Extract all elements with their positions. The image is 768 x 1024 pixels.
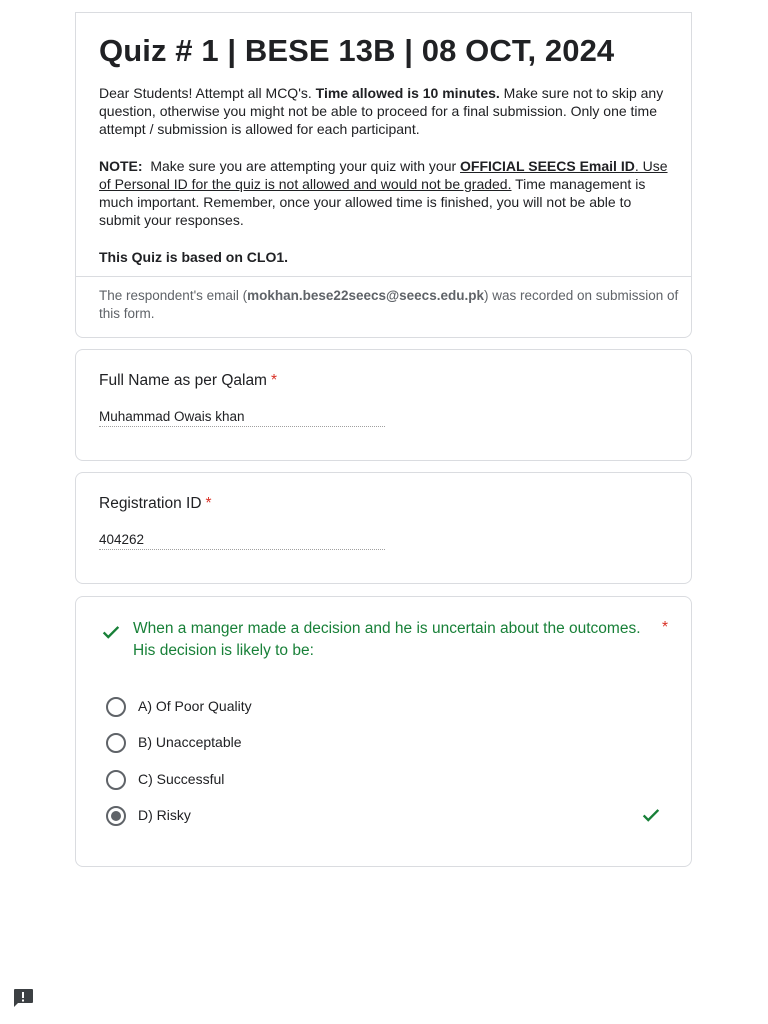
- description-text: Make sure you are attempting your quiz with your: [142, 158, 461, 174]
- required-asterisk: *: [662, 619, 669, 636]
- required-asterisk: *: [270, 372, 278, 389]
- email-note-suffix: ) was recorded on submission of this form.: [99, 288, 679, 321]
- mcq-option-b[interactable]: [106, 733, 666, 757]
- report-feedback-icon[interactable]: [12, 988, 34, 1008]
- check-icon: [640, 804, 662, 826]
- question-title: Full Name as per Qalam: [99, 372, 267, 389]
- form-description-paragraph-1: [99, 84, 674, 138]
- respondent-email-note: [99, 287, 679, 323]
- form-title: Quiz # 1 | BESE 13B | 08 OCT, 2024: [99, 33, 615, 68]
- description-text: Time management is much important. Remember, once your allowed time is finished, you will not be able to submit your responses.: [99, 176, 646, 228]
- official-email-notice: OFFICIAL SEECS Email ID: [460, 158, 635, 174]
- option-label: D) Risky: [138, 807, 191, 823]
- required-asterisk: *: [205, 495, 212, 512]
- mcq-option-c[interactable]: [106, 770, 666, 794]
- mcq-option-d[interactable]: [106, 806, 666, 830]
- form-description-paragraph-3: [99, 248, 674, 266]
- question-card-mcq: [75, 596, 692, 867]
- respondent-email: mokhan.bese22seecs@seecs.edu.pk: [247, 288, 484, 303]
- form-header-card: [75, 12, 692, 338]
- radio-button-selected[interactable]: [106, 806, 126, 826]
- check-icon: [100, 621, 122, 643]
- question-label: [99, 495, 212, 513]
- description-text: Make sure not to skip any question, otherwise you might not be able to proceed for a final submission. Only one time attempt / submission is allowed for each participant.: [99, 85, 664, 137]
- question-title: Registration ID: [99, 495, 202, 512]
- registration-id-answer: 404262: [99, 531, 385, 550]
- clo-notice: This Quiz is based on CLO1.: [99, 249, 289, 265]
- question-card-full-name: [75, 349, 692, 461]
- radio-button[interactable]: [106, 733, 126, 753]
- header-divider: [76, 276, 691, 277]
- question-label: [99, 372, 277, 390]
- question-card-registration-id: [75, 472, 692, 584]
- full-name-answer: Muhammad Owais khan: [99, 408, 385, 427]
- radio-button[interactable]: [106, 770, 126, 790]
- form-description-paragraph-2: [99, 157, 674, 229]
- option-label: C) Successful: [138, 771, 225, 787]
- option-label: B) Unacceptable: [138, 734, 242, 750]
- note-label: NOTE:: [99, 158, 143, 174]
- description-text: Dear Students! Attempt all MCQ's.: [99, 85, 316, 101]
- personal-id-warning: . Use of Personal ID for the quiz is not allowed and would not be graded.: [99, 158, 668, 192]
- description-bold-text: Time allowed is 10 minutes.: [315, 85, 500, 101]
- mcq-question-text: When a manger made a decision and he is uncertain about the outcomes. His decision is likely to be:: [133, 620, 641, 659]
- mcq-option-a[interactable]: [106, 697, 666, 721]
- option-label: A) Of Poor Quality: [138, 698, 252, 714]
- email-note-prefix: The respondent's email (: [99, 288, 248, 303]
- radio-button[interactable]: [106, 697, 126, 717]
